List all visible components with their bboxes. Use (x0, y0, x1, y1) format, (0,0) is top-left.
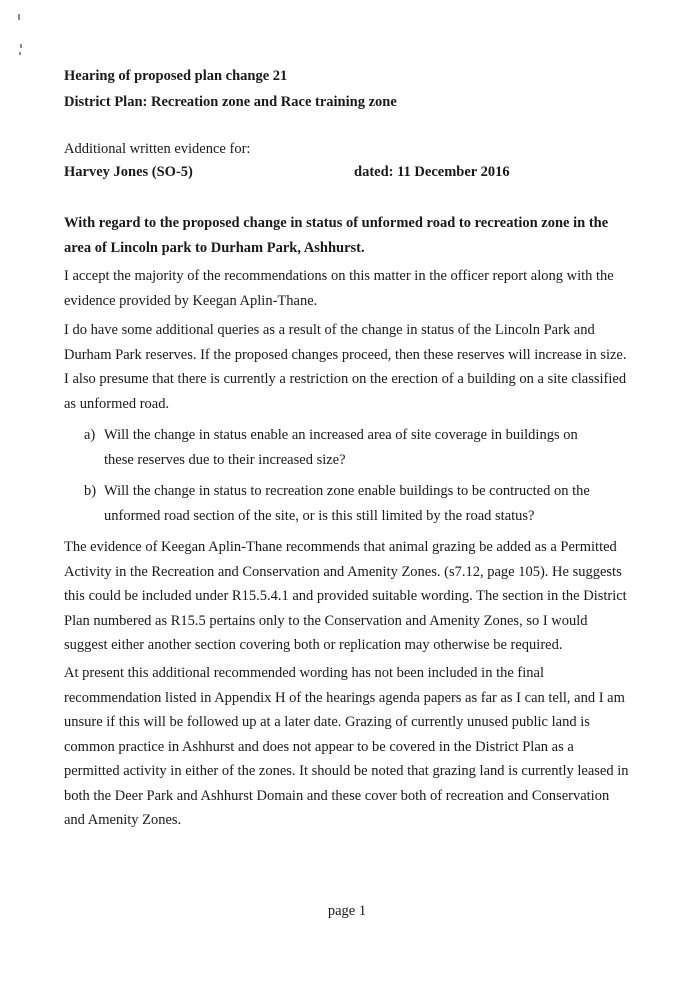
paragraph-3: The evidence of Keegan Aplin-Thane recommends that animal grazing be added as a Permitted Activity in the Recreation and Conservation and Amenity Zones. (s7.12, page 105). He suggests this could be included under R15.5.4.1 and provided suitable wording. The section in the District Plan numbered as R15.5 pertains only to the Conservation and Amenity Zones, so I would suggest either another section covering both or replication may otherwise be required. (64, 539, 627, 653)
list-marker: b) (84, 483, 97, 499)
page-number: page 1 (327, 903, 367, 919)
scan-artifact-mark (19, 52, 21, 55)
list-item-text: Will the change in status to recreation zone enable buildings to be contructed on the unformed road section of the site, or is this still limited by the road status? (104, 483, 590, 524)
scan-artifact-mark (20, 44, 22, 48)
scan-artifact-mark (18, 14, 20, 20)
section-heading: With regard to the proposed change in status of unformed road to recreation zone in the area of Lincoln park to Durham Park, Ashhurst. (64, 215, 609, 256)
intro-label: Additional written evidence for: (64, 141, 251, 157)
paragraph-2: I do have some additional queries as a result of the change in status of the Lincoln Park and Durham Park reserves. If the proposed changes proceed, then these reserves will increase in size. I also presume that there is currently a restriction on the erection of a building on a site classified as unformed road. (64, 322, 627, 412)
author-date-row (64, 163, 624, 181)
list-marker: a) (84, 427, 96, 443)
list-item-text: Will the change in status enable an increased area of site coverage in buildings on these reserves due to their increased size? (104, 427, 578, 468)
document-title-line-1: Hearing of proposed plan change 21 (64, 68, 288, 84)
document-title-line-2: District Plan: Recreation zone and Race training zone (64, 94, 397, 110)
paragraph-1: I accept the majority of the recommendations on this matter in the officer report along with the evidence provided by Keegan Aplin-Thane. (64, 268, 614, 309)
document-date: dated: 11 December 2016 (354, 164, 510, 180)
author-name: Harvey Jones (SO-5) (64, 164, 193, 180)
paragraph-4: At present this additional recommended wording has not been included in the final recommendation listed in Appendix H of the hearings agenda papers as far as I can tell, and I am unsure if this will be followed up at a later date. Grazing of currently unused public land is common practice in Ashhurst and does not appear to be covered in the District Plan as a permitted activity in either of the zones. It should be noted that grazing land is currently leased in both the Deer Park and Ashhurst Domain and these cover both of recreation and Conservation and Amenity Zones. (64, 665, 629, 828)
